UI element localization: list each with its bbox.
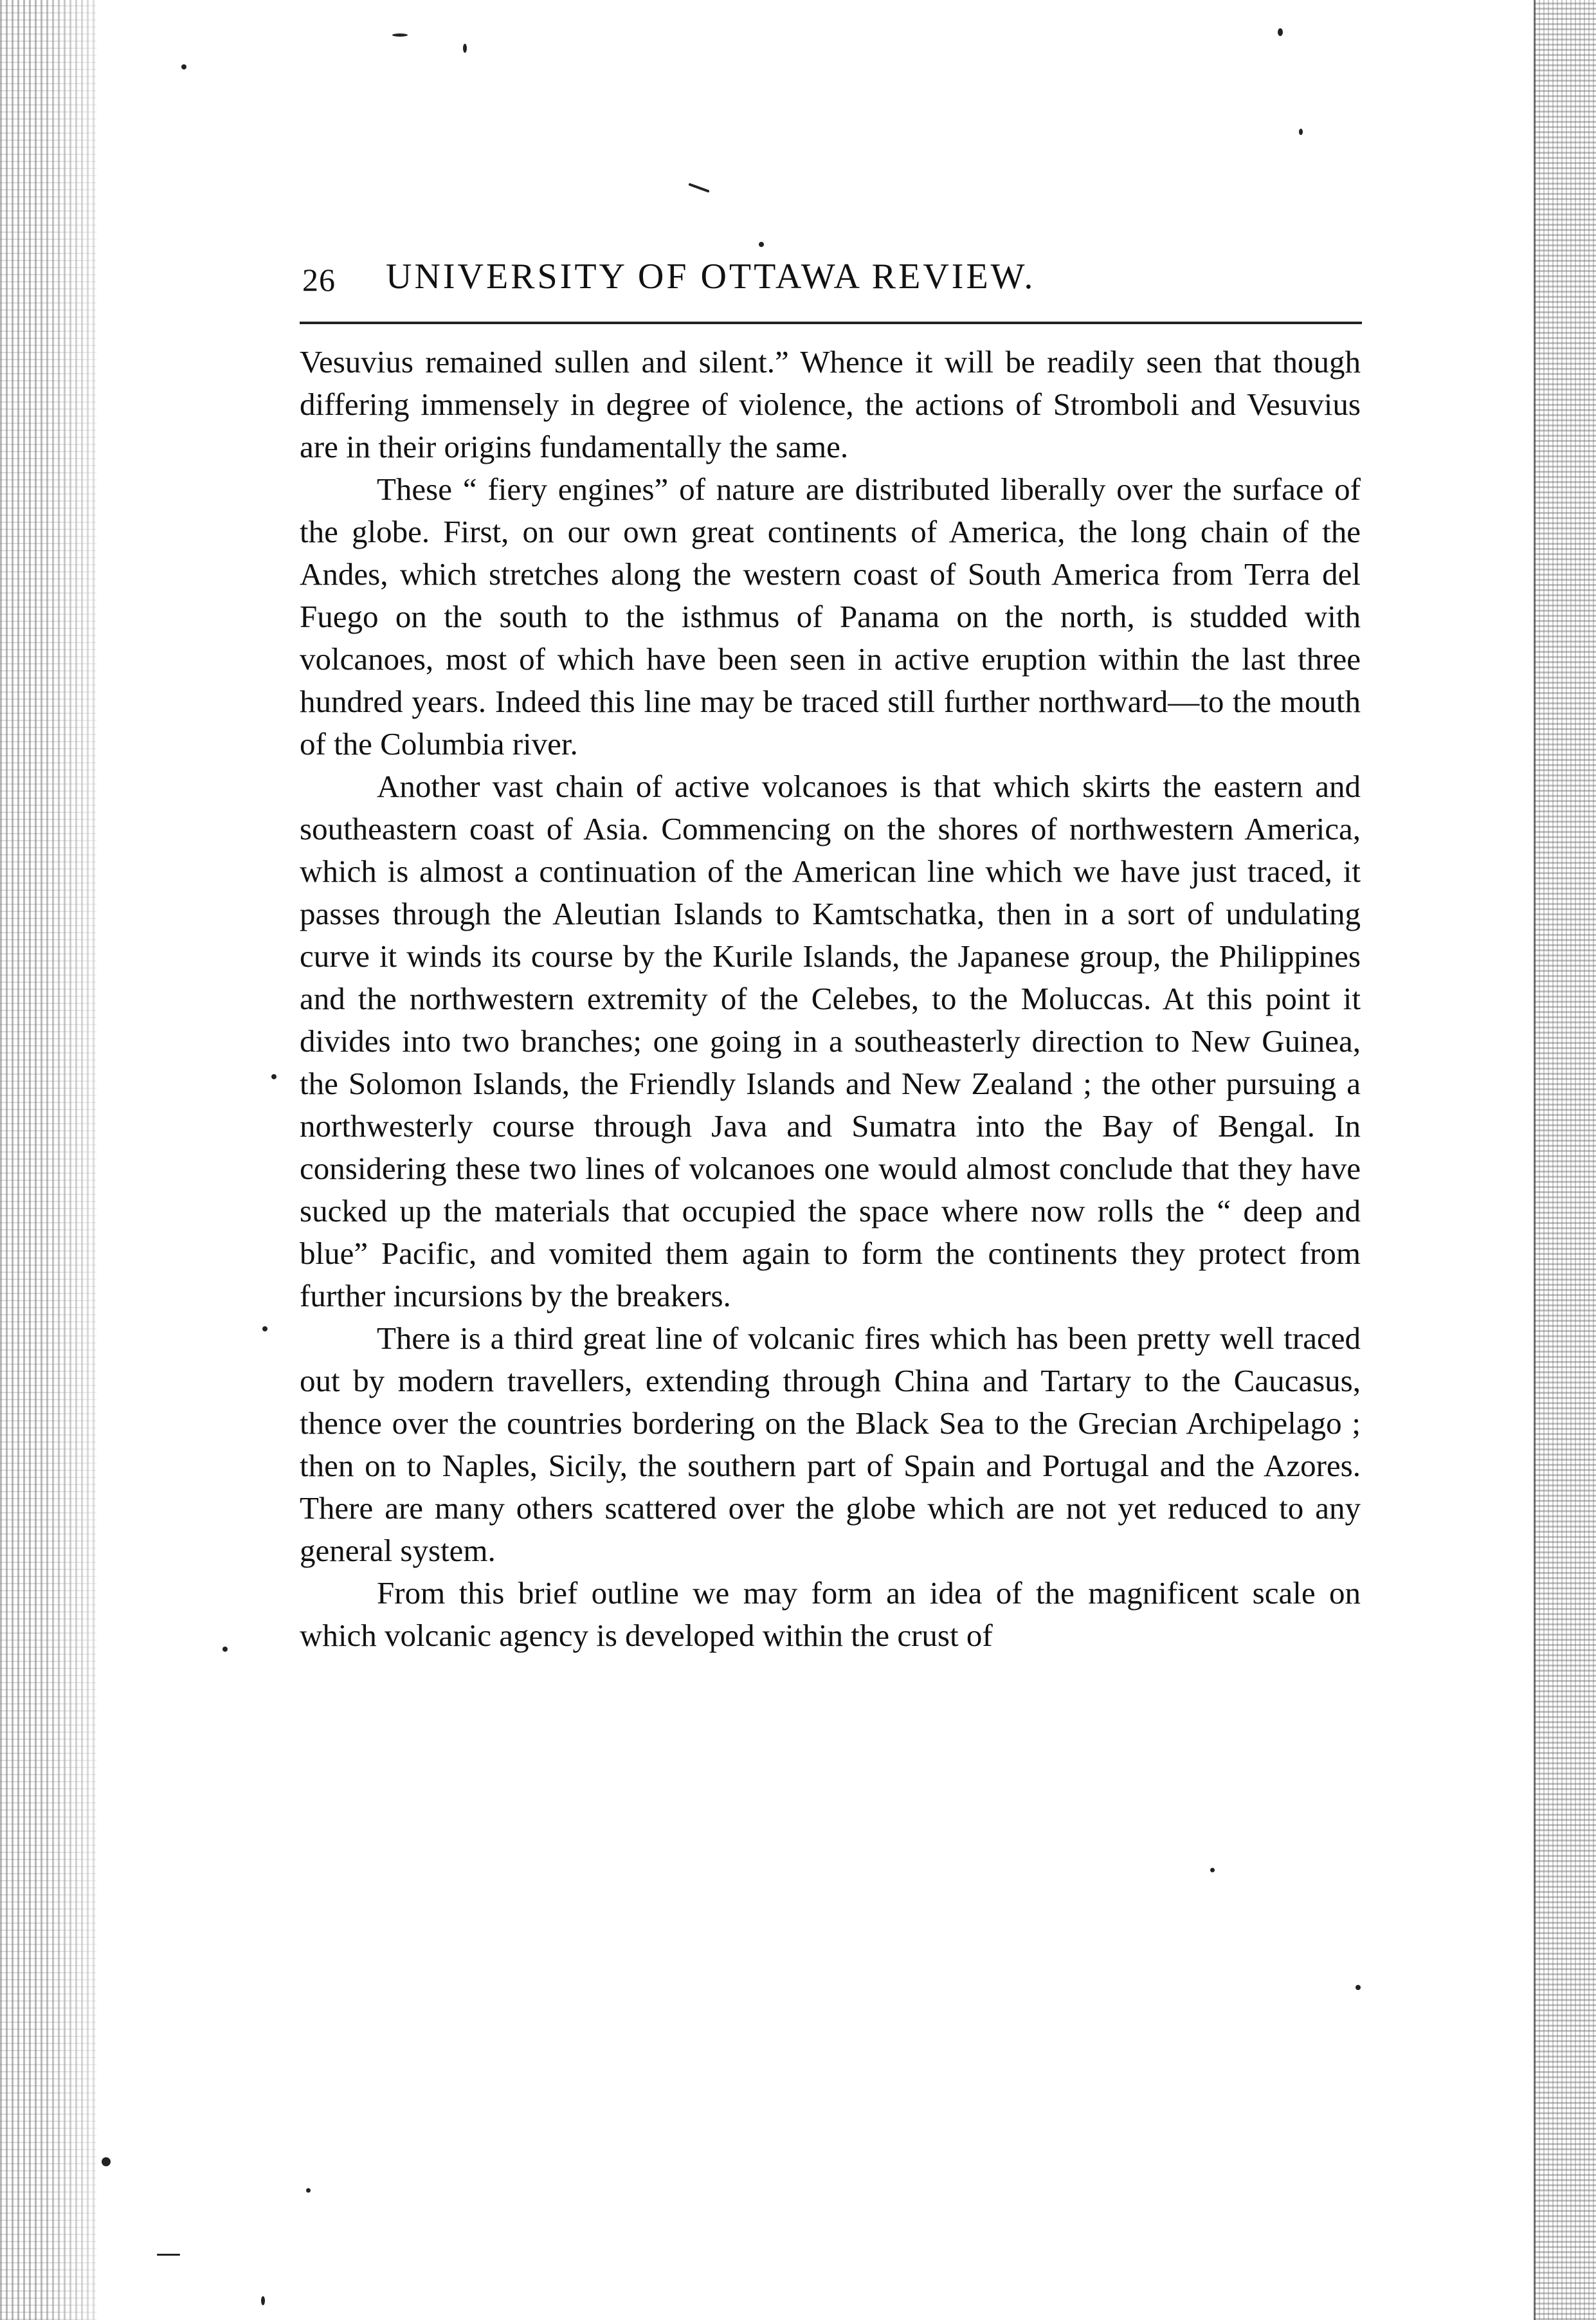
scan-speck	[222, 1647, 228, 1652]
paragraph: These “ fiery engines” of nature are distributed liberally over the surface of the globe. First, on our own great continents of America, the long chain of the Andes, which stretches along the western coast of South America from Terra del Fuego on the south to the isthmus of Panama on the north, is studded with volcanoes, most of which have been seen in active eruption within the last three hundred years. Indeed this line may be traced still further northward—to the mouth of the Columbia river.	[300, 471, 1361, 762]
scan-left-edge-fade	[39, 0, 141, 2320]
paragraph: From this brief outline we may form an idea of the magnificent scale on which volcanic agency is developed within the crust of	[300, 1575, 1361, 1653]
paragraph: Another vast chain of active volcanoes is that which skirts the eastern and southeastern coast of Asia. Commencing on the shores of northwestern America, which is almost a continuation of the American line which we have just traced, it passes through the Aleutian Islands to Kamtschatka, then in a sort of undulating curve it winds its course by the Kurile Islands, the Japanese group, the Philippines and the northwestern extremity of the Celebes, to the Moluccas. At this point it divides into two branches; one going in a southeasterly direction to New Guinea, the Solomon Islands, the Friendly Islands and New Zealand ; the other pursuing a northwesterly course through Java and Sumatra into the Bay of Bengal. In considering these two lines of volcanoes one would almost conclude that they have sucked up the materials that occupied the space where now rolls the “ deep and blue” Pacific, and vomited them again to form the continents they protect from further incursions by the breakers.	[300, 769, 1361, 1313]
paragraph: Vesuvius remained sullen and silent.” Whence it will be readily seen that though differing immensely in degree of violence, the actions of Stromboli and Vesuvius are in their origins fundamentally the same.	[300, 344, 1361, 464]
article-body	[300, 341, 1361, 1657]
running-header	[302, 256, 1363, 310]
scan-speck	[102, 2157, 111, 2166]
scan-speck	[1299, 129, 1303, 135]
scan-speck	[1210, 1868, 1215, 1872]
scan-speck	[262, 1326, 268, 1331]
scan-speck	[157, 2254, 180, 2256]
scan-speck	[271, 1074, 277, 1079]
scan-speck	[759, 242, 764, 247]
scan-right-edge	[1534, 0, 1596, 2320]
scan-speck	[688, 183, 709, 192]
scan-speck	[463, 44, 467, 53]
scan-speck	[261, 2296, 265, 2305]
page-number: 26	[302, 262, 336, 298]
header-rule	[300, 322, 1362, 324]
scan-speck	[392, 33, 408, 37]
paragraph: There is a third great line of volcanic fires which has been pretty well traced out by modern travellers, extending through China and Tartary to the Caucasus, thence over the countries bordering on the Black Sea to the Grecian Archipelago ; then on to Naples, Sicily, the southern part of Spain and Portugal and the Azores. There are many others scattered over the globe which are not yet reduced to any general system.	[300, 1320, 1361, 1568]
journal-title: UNIVERSITY OF OTTAWA REVIEW.	[386, 257, 1036, 297]
scan-speck	[181, 64, 186, 69]
scan-speck	[1356, 1985, 1361, 1990]
scan-speck	[306, 2188, 311, 2193]
scan-speck	[1278, 28, 1283, 36]
